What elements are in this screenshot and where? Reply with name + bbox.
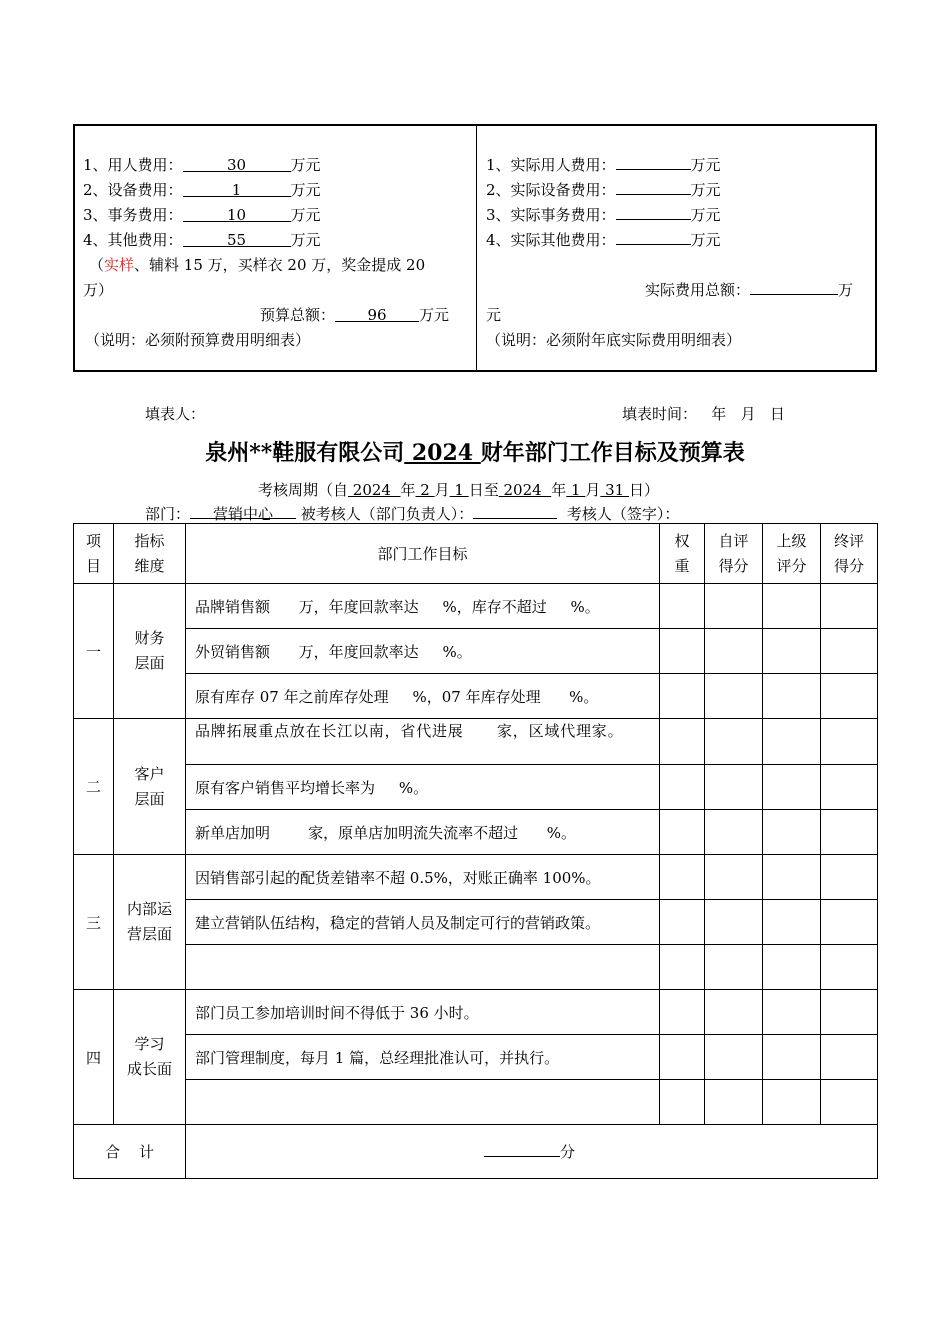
actual-unit: 万元: [690, 206, 721, 224]
actual-total-unit: 万: [838, 281, 854, 299]
header-final-score: 终评得分: [821, 524, 878, 584]
note-paren: （: [89, 256, 105, 274]
budget-label: 4、其他费用：: [83, 231, 183, 249]
header-item: 项目: [74, 524, 114, 584]
self-score-cell[interactable]: [705, 990, 763, 1035]
actual-row-affairs: [486, 204, 721, 225]
goal-cell[interactable]: [186, 945, 660, 990]
superior-score-cell[interactable]: [763, 1035, 821, 1080]
budget-total-unit: 万元: [419, 306, 450, 324]
budget-label: 2、设备费用：: [83, 181, 183, 199]
budget-unit: 万元: [290, 206, 321, 224]
section-dimension: 学习 成长面: [114, 990, 186, 1125]
section-number: 三: [74, 855, 114, 990]
superior-score-cell[interactable]: [763, 855, 821, 900]
actual-label: 3、实际事务费用：: [486, 206, 616, 224]
actual-label: 1、实际用人费用：: [486, 156, 616, 174]
weight-cell[interactable]: [660, 1035, 705, 1080]
section-dimension: 财务 层面: [114, 584, 186, 719]
header-self-score: 自评得分: [705, 524, 763, 584]
table-row: [74, 674, 878, 719]
budget-label: 1、用人费用：: [83, 156, 183, 174]
goal-cell[interactable]: 新单店加明 家，原单店加明流失流率不超过 %。: [186, 810, 660, 855]
actual-label: 2、实际设备费用：: [486, 181, 616, 199]
total-score-field[interactable]: [484, 1141, 560, 1157]
goal-cell[interactable]: 原有客户销售平均增长率为 %。: [186, 765, 660, 810]
weight-cell[interactable]: [660, 900, 705, 945]
weight-cell[interactable]: [660, 584, 705, 629]
total-row: [74, 1125, 878, 1179]
final-score-cell[interactable]: [821, 674, 878, 719]
actual-row-other: [486, 229, 721, 250]
final-score-cell[interactable]: [821, 584, 878, 629]
actual-value[interactable]: [616, 179, 691, 195]
period-start-month[interactable]: 2: [415, 481, 435, 499]
self-score-cell[interactable]: [705, 584, 763, 629]
table-row: [74, 945, 878, 990]
table-row: [74, 765, 878, 810]
budget-row-other: [83, 229, 321, 250]
table-row: [74, 719, 878, 765]
superior-score-cell[interactable]: [763, 765, 821, 810]
self-score-cell[interactable]: [705, 674, 763, 719]
weight-cell[interactable]: [660, 765, 705, 810]
actual-value[interactable]: [616, 154, 691, 170]
budget-label: 3、事务费用：: [83, 206, 183, 224]
self-score-cell[interactable]: [705, 1035, 763, 1080]
filler-label: 填表人：: [145, 405, 206, 423]
actual-unit: 万元: [690, 181, 721, 199]
table-row: [74, 810, 878, 855]
actual-label: 4、实际其他费用：: [486, 231, 616, 249]
assessee-label: 被考核人（部门负责人）：: [300, 505, 474, 523]
final-score-cell[interactable]: [821, 990, 878, 1035]
period-text: 月: [434, 481, 450, 499]
superior-score-cell[interactable]: [763, 584, 821, 629]
header-superior-score: 上级评分: [763, 524, 821, 584]
section-dimension: 客户 层面: [114, 719, 186, 855]
table-row: [74, 900, 878, 945]
goal-cell[interactable]: 部门员工参加培训时间不得低于 36 小时。: [186, 990, 660, 1035]
budget-row-personnel: [83, 154, 321, 175]
actual-total-unit-wrap: 元: [486, 306, 502, 324]
assessment-period: [258, 479, 659, 500]
dept-label: 部门：: [145, 505, 191, 523]
total-unit: 分: [560, 1143, 576, 1161]
section-number: 四: [74, 990, 114, 1125]
actual-total: [645, 279, 853, 300]
superior-score-cell[interactable]: [763, 810, 821, 855]
section-dimension: 内部运 营层面: [114, 855, 186, 990]
weight-cell[interactable]: [660, 855, 705, 900]
self-score-cell[interactable]: [705, 765, 763, 810]
final-score-cell[interactable]: [821, 1035, 878, 1080]
superior-score-cell[interactable]: [763, 719, 821, 765]
note-text: 、辅料 15 万，买样衣 20 万，奖金提成 20: [134, 256, 426, 274]
goal-cell[interactable]: 品牌拓展重点放在长江以南，省代进展 家，区域代理家。: [186, 719, 660, 765]
actual-value[interactable]: [616, 204, 691, 220]
budget-total-value[interactable]: 96: [335, 306, 419, 322]
header-dimension: 指标维度: [114, 524, 186, 584]
period-start-day[interactable]: 1: [449, 481, 469, 499]
weight-cell[interactable]: [660, 674, 705, 719]
weight-cell[interactable]: [660, 719, 705, 765]
budget-unit: 万元: [290, 231, 321, 249]
assessor-label: 考核人（签字）：: [566, 505, 680, 523]
budget-unit: 万元: [290, 156, 321, 174]
weight-cell[interactable]: [660, 810, 705, 855]
final-score-cell[interactable]: [821, 765, 878, 810]
actual-unit: 万元: [690, 156, 721, 174]
period-end-year[interactable]: 2024: [498, 481, 552, 499]
period-end-day[interactable]: 31: [600, 481, 629, 499]
period-text: 年: [400, 481, 416, 499]
final-score-cell[interactable]: [821, 719, 878, 765]
period-text: 日）: [628, 481, 659, 499]
period-text: 日至: [468, 481, 499, 499]
actual-unit: 万元: [690, 231, 721, 249]
actual-remark: （说明：必须附年底实际费用明细表）: [486, 331, 742, 349]
final-score-cell[interactable]: [821, 945, 878, 990]
final-score-cell[interactable]: [821, 810, 878, 855]
budget-value[interactable]: 1: [183, 181, 291, 197]
title-year: 2024: [404, 440, 481, 466]
period-text: 考核周期（自: [258, 481, 349, 499]
budget-remark: （说明：必须附预算费用明细表）: [85, 331, 311, 349]
period-text: 月: [585, 481, 601, 499]
title-company: 泉州**鞋服有限公司: [205, 440, 405, 466]
goal-cell[interactable]: [186, 1080, 660, 1125]
weight-cell[interactable]: [660, 1080, 705, 1125]
section-number: 一: [74, 584, 114, 719]
superior-score-cell[interactable]: [763, 1080, 821, 1125]
budget-unit: 万元: [290, 181, 321, 199]
goal-cell[interactable]: 原有库存 07 年之前库存处理 %，07 年库存处理 %。: [186, 674, 660, 719]
self-score-cell[interactable]: [705, 855, 763, 900]
actual-row-equipment: [486, 179, 721, 200]
total-score-cell: [186, 1125, 878, 1179]
table-row: [74, 855, 878, 900]
total-label: 合 计: [74, 1125, 186, 1179]
department-line: [145, 503, 679, 524]
table-row: [74, 1035, 878, 1080]
goal-cell[interactable]: 品牌销售额 万，年度回款率达 %，库存不超过 %。: [186, 584, 660, 629]
budget-note: [89, 254, 425, 275]
table-header-row: [74, 524, 878, 584]
goal-cell[interactable]: 建立营销队伍结构，稳定的营销人员及制定可行的营销政策。: [186, 900, 660, 945]
budget-total: [260, 304, 449, 325]
self-score-cell[interactable]: [705, 1080, 763, 1125]
budget-divider: [476, 126, 477, 370]
period-start-year[interactable]: 2024: [348, 481, 401, 499]
superior-score-cell[interactable]: [763, 674, 821, 719]
superior-score-cell[interactable]: [763, 900, 821, 945]
final-score-cell[interactable]: [821, 1080, 878, 1125]
note-highlight: 实样: [104, 256, 135, 274]
weight-cell[interactable]: [660, 945, 705, 990]
fill-time: 填表时间： 年 月 日: [622, 405, 785, 423]
header-weight: 权重: [660, 524, 705, 584]
assessee-field[interactable]: [473, 503, 557, 519]
period-text: 年: [551, 481, 567, 499]
budget-value[interactable]: 10: [183, 206, 291, 222]
final-score-cell[interactable]: [821, 855, 878, 900]
page-title: [0, 436, 950, 467]
table-row: [74, 584, 878, 629]
goal-cell[interactable]: 外贸销售额 万，年度回款率达 %。: [186, 629, 660, 674]
table-row: [74, 1080, 878, 1125]
superior-score-cell[interactable]: [763, 629, 821, 674]
budget-total-label: 预算总额：: [260, 306, 336, 324]
self-score-cell[interactable]: [705, 945, 763, 990]
self-score-cell[interactable]: [705, 719, 763, 765]
actual-row-personnel: [486, 154, 721, 175]
budget-note-line2: 万）: [83, 281, 114, 299]
self-score-cell[interactable]: [705, 629, 763, 674]
budget-row-equipment: [83, 179, 321, 200]
actual-value[interactable]: [616, 229, 691, 245]
final-score-cell[interactable]: [821, 629, 878, 674]
table-row: [74, 990, 878, 1035]
self-score-cell[interactable]: [705, 810, 763, 855]
dept-value[interactable]: 营销中心: [190, 503, 296, 519]
period-end-month[interactable]: 1: [566, 481, 586, 499]
table-row: [74, 629, 878, 674]
title-suffix: 财年部门工作目标及预算表: [480, 440, 745, 466]
goal-cell[interactable]: 部门管理制度，每月 1 篇，总经理批准认可，并执行。: [186, 1035, 660, 1080]
self-score-cell[interactable]: [705, 900, 763, 945]
final-score-cell[interactable]: [821, 900, 878, 945]
weight-cell[interactable]: [660, 990, 705, 1035]
superior-score-cell[interactable]: [763, 990, 821, 1035]
weight-cell[interactable]: [660, 629, 705, 674]
budget-value[interactable]: 55: [183, 231, 291, 247]
goal-cell[interactable]: 因销售部引起的配货差错率不超 0.5%，对账正确率 100%。: [186, 855, 660, 900]
actual-total-label: 实际费用总额：: [645, 281, 751, 299]
budget-value[interactable]: 30: [183, 156, 291, 172]
section-number: 二: [74, 719, 114, 855]
budget-box: [73, 124, 877, 372]
actual-total-value[interactable]: [750, 279, 838, 295]
budget-row-affairs: [83, 204, 321, 225]
header-goal: 部门工作目标: [186, 524, 660, 584]
goals-table: [73, 523, 878, 1179]
superior-score-cell[interactable]: [763, 945, 821, 990]
